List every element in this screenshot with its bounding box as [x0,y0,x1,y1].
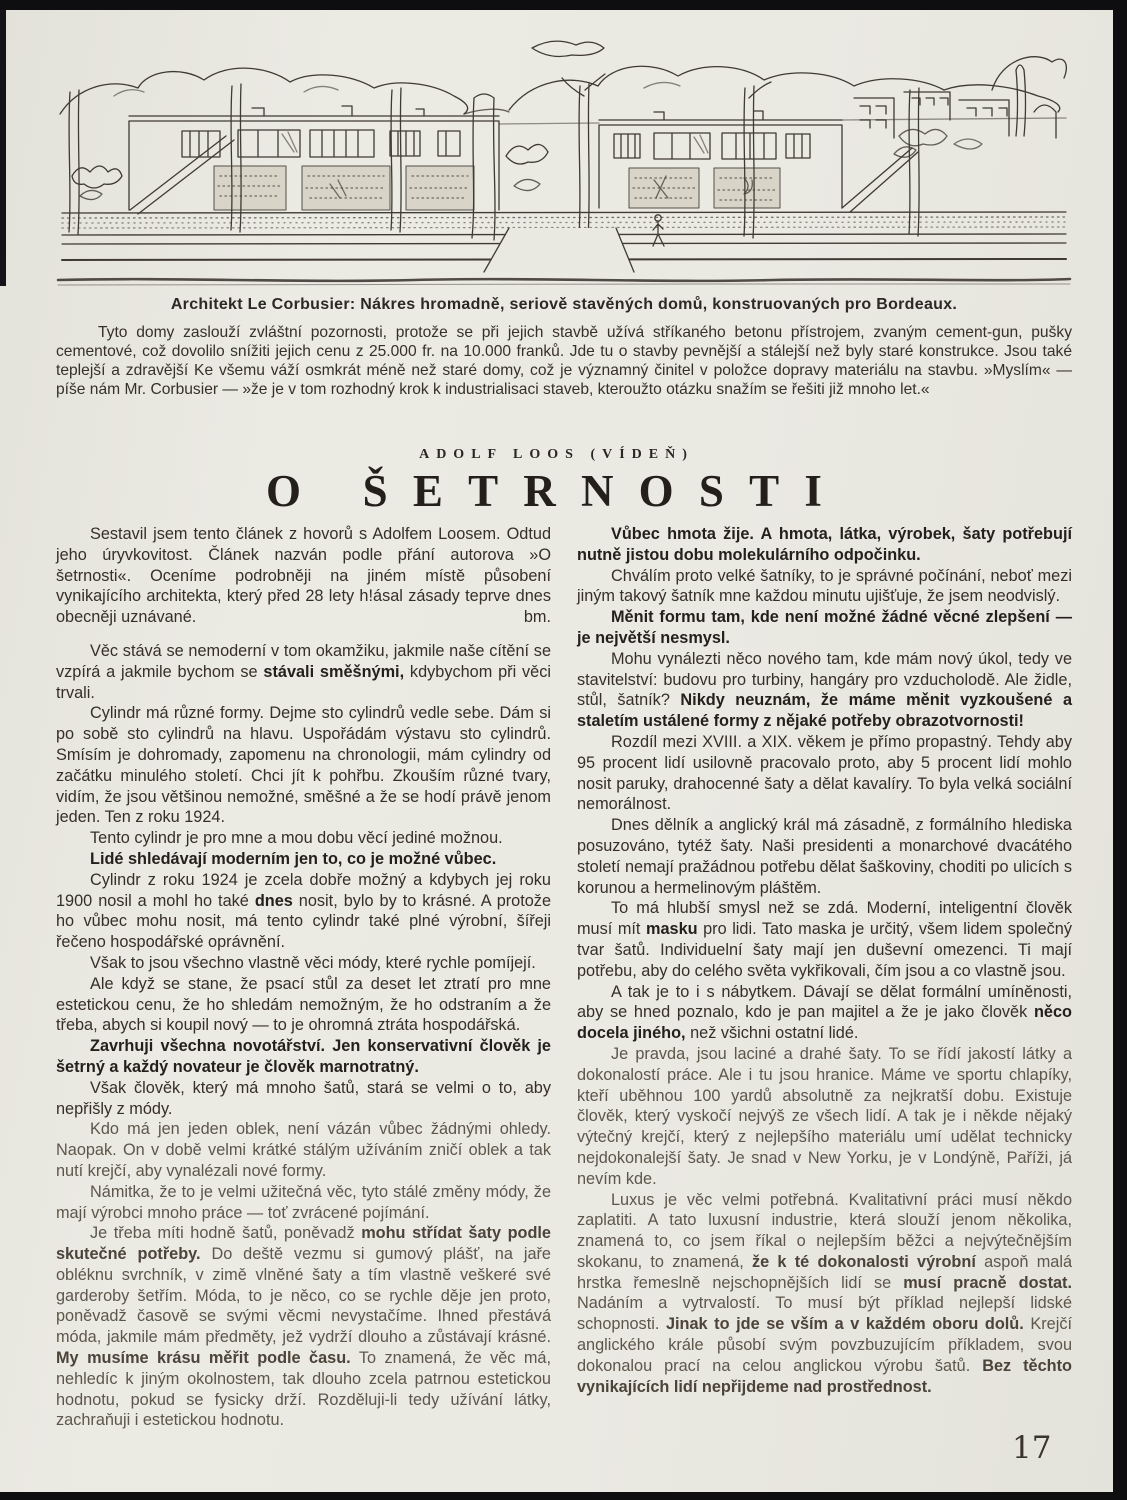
paragraph [56,849,551,870]
text-run: Cylindr z roku 1924 je zcela dobře možný a kdybych jej roku 1900 nosil a mohl ho také [56,870,551,910]
text-run: To má hlubší smysl než se zdá. Moderní, inteligentní člověk musí mít [577,899,1072,939]
text-run: aspoň malá hrstka řemeslně nejschopnějších lidí se [577,1252,1072,1292]
bold-text: Lidé shledávají moderním jen to, co je možné vůbec. [90,849,497,868]
text-run: Mohu vynálezti něco nového tam, kde mám nový úkol, tedy ve stavitelství: budovu pro turbiny, hangáry pro vzducholodě. Ale židle, stůl, šatník? [577,649,1072,710]
paragraph [577,649,1072,732]
paragraph [577,566,1072,608]
intro-text: Tyto domy zaslouží zvláštní pozornosti, protože se při jejich stavbě užívá stříkaného betonu přístrojem, zvaným cement-gun, pušky cementové, což dovolilo snížiti jejich cenu z 25.000 fr. na 10.000 franků. Jde tu o stavby pevnější a stálejší než byly staré konstrukce. Jsou také teplejší a zdravější Ke všemu váží osmkrát méně než staré domy, což je významný činitel v položce dopravy materiálu na stavbu. »Myslím« — píše nám Mr. Corbusier — »že je v tom rozhodný krok k industrialisaci staveb, kteroužto otázku snažím se řešiti již mnoho let.« [56,324,1072,398]
column-right-paragraphs [577,524,1072,1397]
paragraph [577,524,1072,566]
text-run: Tento cylindr je pro mne a mou dobu věcí jediné možnou. [90,829,503,848]
paragraph [577,982,1072,1044]
column-left [56,524,551,1431]
signature: bm. [523,608,551,627]
paragraph [56,1119,551,1181]
author-line: ADOLF LOOS (VÍDEŇ) [419,447,694,462]
column-left-paragraphs [56,641,551,1431]
text-run: A tak je to i s nábytkem. Dávají se dělat formální umíněnosti, aby se hned poznalo, kdo je pan majitel a že je jako člověk [577,982,1072,1022]
paragraph [577,1190,1072,1398]
pedestrian-figure [653,215,664,246]
article-body [56,524,1072,1431]
text-run: nosit, bylo by to krásné. A protože ho vůbec mohu nosit, má tento cylindr také plné výrobní, šířeji řečeno hospodářské oprávnění. [56,891,551,952]
page-title: O ŠETRNOSTI [265,466,848,516]
bold-text: Nikdy neuznám, že máme měnit vyzkoušené a staletím ustálené formy z nějaké potřeby obrazotvornosti! [577,691,1072,731]
paragraph [56,1182,551,1224]
bold-text: stávali směšnými, [263,662,405,681]
bold-text: Bez těchto vynikajících lidí nepřijdeme nad prostřednost. [577,1356,1072,1396]
paragraph [577,815,1072,898]
text-run: Námitka, že to je velmi užitečná věc, tyto stálé změny módy, že mají výrobci mnoho práce — toť zvrácené pojímání. [56,1182,551,1222]
magazine-page [0,10,1113,1492]
figure-caption: Architekt Le Corbusier: Nákres hromadně, seriově stavěných domů, konstruovaných pro Bordeaux. [170,296,958,313]
bold-text: že k té dokonalosti výrobní [751,1252,976,1271]
bold-text: něco docela jiného, [577,1003,1072,1043]
row-houses-sketch [54,26,1074,292]
text-run: Věc stává se nemoderní v tom okamžiku, jakmile naše cítění se vzpírá a jakmile bychom se [56,641,551,681]
text-run: Krejčí anglického krále působí svým povzbuzujícím příkladem, svou dokonalou prací na celou anglickou výrobu šatů. [577,1315,1072,1375]
tree-canopy [60,41,1066,114]
text-run: Do deště vezmu si gumový plášť, na jaře obléknu svrchník, v zimě vlněné šaty a tím vlastně veškeré své garderoby šetřím. Móda, to je něco, co se rychle děje jen proto, poněvadž časově se svými věcmi nevystačíme. Ihned přestává móda, jakmile mám předměty, jež vydrží dlouho a zůstávají krásné. [56,1245,551,1347]
paragraph [56,703,551,828]
bold-text: My musíme krásu měřit podle času. [56,1349,351,1368]
text-run: Dnes dělník a anglický král má zásadně, z formálního hlediska posuzováno, tytéž šaty. Naši presidenti a monarchové dvacátého století nemají pražádnou potřebu dělat šaškoviny, choditi po ulicích s korunou a hermelinovým pláštěm. [577,816,1072,897]
road-and-ground [62,212,1066,272]
text-run: Je třeba míti hodně šatů, poněvadž [90,1224,362,1243]
text-run: Však to jsou všechno vlastně věci módy, které rychle pomíjejí. [90,953,536,972]
text-run: Kdo má jen jeden oblek, není vázán vůbec žádnými ohledy. Naopak. On v době velmi krátké stálým užíváním zničí oblek a tak nutí krejčí, aby vynalézali nové formy. [56,1120,551,1180]
text-run: Chválím proto velké šatníky, to je správné počínání, neboť mezi jiným takový šatník mne každou minutu ujišťuje, že jsem neodvislý. [577,566,1072,606]
bold-text: Vůbec hmota žije. A hmota, látka, výrobek, šaty potřebují nutně jistou dobu molekulárního odpočinku. [577,525,1072,564]
bold-text: Zavrhuji všechna novotářství. Jen konservativní člověk je šetrný a každý novateur je člověk marnotratný. [56,1037,551,1076]
paragraph [56,870,551,953]
paragraph [56,974,551,1036]
bold-text: Jinak to jde se vším a v každém oboru dolů. [665,1315,1024,1334]
paragraph [56,1036,551,1078]
background-buildings [854,65,1056,149]
bold-text: dnes [254,891,293,910]
text-run: kdybychom při věci trvali. [56,662,551,702]
paragraph [577,898,1072,981]
article-lede [56,524,551,628]
intro-paragraph [56,324,1072,400]
paragraph [577,732,1072,815]
text-run: pro lidi. Tato maska je určitý, všem lidem společný tvar šatů. Individuelní šaty mají jen duševní omezenci. Ti mají potřebu, aby do celého světa vykřikovali, čím jsou a co vlastně jsou. [577,920,1072,980]
page-number: 17 [1012,1430,1052,1466]
column-right [577,524,1072,1431]
paragraph [56,953,551,974]
text-run: Ale když se stane, že psací stůl za deset let ztratí pro mne estetickou cenu, že ho shledám nemožným, že ho odstraním a že třeba, abych si koupil nový — to je ohromná ztráta hospodářská. [56,974,551,1035]
bold-text: Měnit formu tam, kde není možné žádné věcné zlepšení — je největší nesmysl. [577,608,1072,647]
bold-text: masku [645,920,698,939]
paragraph [56,1223,551,1431]
text-run: Luxus je věc velmi potřebná. Kvalitativní práci musí někdo zaplatiti. A tato luxusní industrie, která slouží jenom několika, znamená to, co jsem říkal o nejlepším běžci a nejvýtečnějším skokanu, to znamená, [577,1190,1072,1271]
paragraph [577,607,1072,649]
bold-text: mohu střídat šaty podle skutečné potřeby. [56,1224,551,1264]
bold-text: musí pracně dostat. [903,1273,1072,1292]
paragraph [56,1078,551,1120]
text-run: Však člověk, který má mnoho šatů, stará se velmi o to, aby nepřišly z módy. [56,1078,551,1118]
paragraph [577,1044,1072,1190]
text-run: Cylindr má různé formy. Dejme sto cylindrů vedle sebe. Dám si po sobě sto cylindrů na hlavu. Uspořádám výstavu sto cylindrů. Smísím je dohromady, zapomenu na chronologii, mám cylindry od začátku minulého století. Chci jít k pohřbu. Zkouším různé tvary, vidím, že jsou většinou nemožné, směšné a že se hodí právě jenom jeden. Ten z roku 1924. [56,704,551,827]
text-run: Je pravda, jsou laciné a drahé šaty. To se řídí jakostí látky a dokonalostí práce. Ale i tu jsou hranice. Máme ve sportu chlapíky, kteří uběhnou 100 yardů absolutně za nejkratší dobu. Existuje člověk, který vyskočí nejvýš ze všech lidí. A tak je i někde nějaký výtečný krejčí, který z nejlepšího materiálu umí udělat technicky nejdokonalejší šaty. Je snad v New Yorku, je v Londýně, Paříži, já nevím kde. [577,1044,1072,1188]
scan-edge-left [0,10,6,286]
paragraph [56,828,551,849]
figure-bottom-rule [58,279,1070,285]
text-run: Rozdíl mezi XVIII. a XIX. věkem je přímo propastný. Tehdy aby 95 procent lidí usilovně pracovalo proto, aby 5 procent lidí mohlo nosit paruky, drahocenné šaty a dělat kavalíry. To byla velká sociální nemorálnost. [577,732,1072,814]
paragraph [56,524,551,628]
text-run: Nadáním a vytrvalostí. To musí být příklad nejlepší lidské schopnosti. [577,1294,1072,1334]
text-run: To znamená, že věc má, nehledíc k jiným okolnostem, tak dlouho zcela patrnou estetickou hodnotu, pokud se fysicky drží. Rozděluji-li tedy užívání látky, zachraňuji i estetickou hodnotu. [56,1349,551,1430]
text-run: Sestavil jsem tento článek z hovorů s Adolfem Loosem. Odtud jeho úryvkovitost. Článek nazván podle přání autorova »O šetrnosti«. Oceníme podrobněji na jiném místě působení vynikajícího architekta, který před 28 lety h!ásal zásady teprve dnes obecněji uznávané. [56,525,551,627]
lecorbusier-drawing [54,26,1074,292]
text-run: než všichni ostatní lidé. [685,1024,859,1043]
paragraph [56,641,551,703]
house-block-left [129,106,499,214]
